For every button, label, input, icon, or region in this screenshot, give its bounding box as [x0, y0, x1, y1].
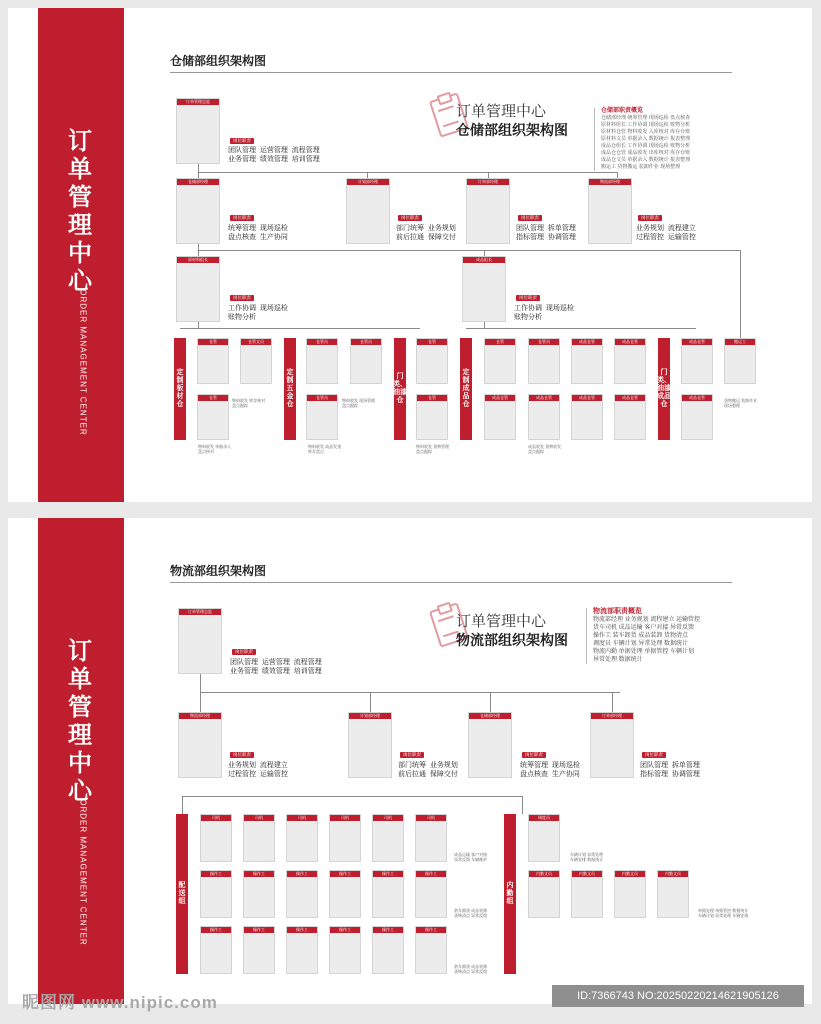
- duty-text: 团队管理 运营管理 流程管理 业务管理 绩效管理 培训管理: [230, 659, 322, 675]
- duty-tag: 岗位职责: [398, 215, 422, 221]
- org-box-leaf: 操作工: [329, 926, 361, 974]
- org-box-leaf: 司机: [200, 814, 232, 862]
- hero-title: [428, 606, 588, 666]
- org-box-leaf: 成品仓管: [571, 394, 603, 440]
- duty-tag: 岗位职责: [522, 752, 546, 758]
- org-box-manager: 计划部经理: [348, 712, 392, 778]
- org-box-leaf: 仓管: [197, 338, 229, 384]
- hero-line-2: 仓储部组织架构图: [456, 122, 568, 138]
- org-box-leaf: 操作工: [372, 870, 404, 918]
- brand-subtitle: ORDER MANAGEMENT CENTER: [78, 799, 88, 946]
- org-box-leaf: 仓管员: [306, 394, 338, 440]
- note: 货物搬运 装卸作业 现场整理: [724, 398, 758, 408]
- org-box-manager: 仓储部经理: [468, 712, 512, 778]
- org-box-manager: 订单部经理: [466, 178, 510, 244]
- org-box-leaf: 内勤文员: [614, 870, 646, 918]
- brand-band: [38, 518, 124, 1004]
- org-box-leaf: 成品仓管: [528, 394, 560, 440]
- duty-tag: 岗位职责: [230, 138, 254, 144]
- watermark-id: ID:7366743 NO:20250220214621905126: [552, 985, 804, 1007]
- org-box-leaf: 仓管员: [306, 338, 338, 384]
- org-box-leaf: 司机: [243, 814, 275, 862]
- duty-tag: 岗位职责: [230, 752, 254, 758]
- org-box-leaf: 成品仓管: [614, 394, 646, 440]
- org-box-leaf: 司机: [372, 814, 404, 862]
- group-label: 门类、油漆仓: [394, 338, 406, 440]
- org-box-leaf: 操作工: [200, 870, 232, 918]
- org-box-leaf: 仓管: [484, 338, 516, 384]
- org-box-leaf: 仓管: [416, 394, 448, 440]
- duty-text: 业务规划 流程建立 过程管控 运输管控: [636, 225, 696, 241]
- duty-tag: 岗位职责: [400, 752, 424, 758]
- chart-title: 物流部组织架构图: [170, 564, 267, 578]
- hero-line-2: 物流部组织架构图: [456, 632, 568, 648]
- org-box-leaf: 成品仓管: [571, 338, 603, 384]
- note: 物料收发 现场管理 盘点跟踪: [342, 398, 376, 408]
- divider: [170, 72, 732, 73]
- org-box-leaf: 操作工: [200, 926, 232, 974]
- org-box-leaf: 成品仓管: [484, 394, 516, 440]
- org-box-leaf: 司机: [415, 814, 447, 862]
- org-box-manager: 订单部经理: [590, 712, 634, 778]
- group-label: 定制五金仓: [284, 338, 296, 440]
- org-box-leaf: 仓管: [416, 338, 448, 384]
- note: 物料收发 库存核对 盘点跟踪: [232, 398, 266, 408]
- org-box-leaf: 司机: [286, 814, 318, 862]
- duty-text: 工作协调 现场巡检 账物分析: [514, 305, 574, 321]
- group-label: 配送组: [176, 814, 188, 974]
- org-box-leaf: 成品仓管: [614, 338, 646, 384]
- org-box-leaf: 操作工: [243, 870, 275, 918]
- org-box-leaf: 成品仓管: [681, 338, 713, 384]
- org-box-leaf: 成品仓管: [681, 394, 713, 440]
- org-box-leaf: 操作工: [286, 926, 318, 974]
- brand-title: 订单管理中心: [68, 128, 94, 295]
- duty-tag: 岗位职责: [516, 295, 540, 301]
- watermark-logo: 昵图网 www.nipic.com: [22, 993, 218, 1012]
- org-box-leaf: 操作工: [243, 926, 275, 974]
- brand-band: [38, 8, 124, 502]
- org-box-leaf: 操作工: [329, 870, 361, 918]
- duty-text: 团队管理 运营管理 流程管理 业务管理 绩效管理 培训管理: [228, 147, 320, 163]
- duty-text: 部门统筹 业务规划 前后拉通 保障交付: [398, 762, 458, 778]
- org-box-manager: 物流部经理: [178, 712, 222, 778]
- group-label: 定制成品仓: [460, 338, 472, 440]
- duty-text: 统筹管理 现场巡检 盘点核查 生产协同: [228, 225, 288, 241]
- brand-title: 订单管理中心: [68, 638, 94, 805]
- org-box-leader: 成品组长: [462, 256, 506, 322]
- org-box-leaf: 操作工: [372, 926, 404, 974]
- org-box-manager: 物流部经理: [588, 178, 632, 244]
- duty-text: 业务规划 流程建立 过程管控 运输管控: [228, 762, 288, 778]
- hero-line-1: 订单管理中心: [456, 613, 547, 630]
- group-label: 定制板材仓: [174, 338, 186, 440]
- note: 车辆计划 异常处理 车辆安排 数据统计: [570, 852, 604, 862]
- org-box-leaf: 操作工: [286, 870, 318, 918]
- divider: [170, 582, 732, 583]
- duty-tag: 岗位职责: [518, 215, 542, 221]
- org-box-leader: 原材料组长: [176, 256, 220, 322]
- duty-text: 团队管理 拆单管理 指标管理 协调管理: [640, 762, 700, 778]
- note: 物料收发 单据录入 盘点核对: [198, 444, 232, 454]
- logistics-chart-panel: [8, 518, 812, 1004]
- org-box-leaf: 司机: [329, 814, 361, 862]
- duty-text: 部门统筹 业务规划 前后拉通 保障交付: [396, 225, 456, 241]
- org-box-director: 订单管理总监: [176, 98, 220, 164]
- org-box-director: 订单管理总监: [178, 608, 222, 674]
- org-box-leaf: 仓管: [197, 394, 229, 440]
- note: 成品运输 客户对接 异常反馈 车辆维护: [454, 852, 488, 862]
- org-box-leaf: 操作工: [415, 926, 447, 974]
- org-box-leaf: 调度员: [528, 814, 560, 862]
- brand-subtitle: ORDER MANAGEMENT CENTER: [78, 289, 88, 436]
- note: 单据处理 单据管控 数据统计 车辆计划 异常处理 车辆安排: [698, 908, 749, 918]
- org-box-leaf: 仓管员: [528, 338, 560, 384]
- org-box-leaf: 仓管文员: [240, 338, 272, 384]
- duty-text: 工作协调 现场巡检 账物分析: [228, 305, 288, 321]
- hero-title: [428, 96, 588, 156]
- duty-text: 团队管理 拆单管理 指标管理 协调管理: [516, 225, 576, 241]
- duty-text: 统筹管理 现场巡检 盘点核查 生产协同: [520, 762, 580, 778]
- chart-title: 仓储部组织架构图: [170, 54, 267, 68]
- duty-tag: 岗位职责: [232, 649, 256, 655]
- org-box-leaf: 搬运工: [724, 338, 756, 384]
- hero-line-1: 订单管理中心: [456, 103, 547, 120]
- note: 装车卸货 成品装卸 货物清点 异常反馈: [454, 908, 488, 918]
- note: 物料收发 货物管理 盘点跟踪: [416, 444, 450, 454]
- note: 物料收发 成品发货 库存盘点: [308, 444, 342, 454]
- org-box-leaf: 仓管员: [350, 338, 382, 384]
- duty-legend: 仓储部职责概览 仓储部经理 统筹管理 现场巡检 盘点核查 原材料组长 工作协调 现场巡检 账物分析 原材料仓管 物料收发 入库核对 库存台账 原材料文员 单据录入 数据统计 报表整理 成品仓组长 工作协调 现场巡检 账物分析 成品仓仓管 成品收发 出库核对 库存台账 成品仓文员 单据录入 数据统计 报表整理 搬运工 货物搬运 装卸作业 现场整理: [594, 108, 721, 171]
- org-box-manager: 计划部经理: [346, 178, 390, 244]
- duty-tag: 岗位职责: [230, 215, 254, 221]
- duty-tag: 岗位职责: [638, 215, 662, 221]
- org-box-leaf: 内勤文员: [528, 870, 560, 918]
- group-label: 门类、油漆成品仓: [658, 338, 670, 440]
- group-label: 内勤组: [504, 814, 516, 974]
- org-box-leaf: 内勤文员: [571, 870, 603, 918]
- org-box-manager: 仓储部经理: [176, 178, 220, 244]
- org-box-leaf: 内勤文员: [657, 870, 689, 918]
- warehouse-chart-panel: [8, 8, 812, 502]
- duty-tag: 岗位职责: [230, 295, 254, 301]
- org-box-leaf: 操作工: [415, 870, 447, 918]
- duty-tag: 岗位职责: [642, 752, 666, 758]
- note: 装车卸货 成品装卸 货物清点 异常反馈: [454, 964, 488, 974]
- note: 成品收发 货物收发 盘点跟踪: [528, 444, 562, 454]
- duty-legend: 物流部职责概览 物流部经理 业务规划 流程建立 运输管控 货车司机 成品运输 客户对接 异常反馈 操作工 装车卸货 成品装卸 货物清点 调度员 车辆计划 异常处理 数据统计 物流内勤 单据处理 单据管控 车辆计划 异常处理 数据统计: [586, 608, 743, 664]
